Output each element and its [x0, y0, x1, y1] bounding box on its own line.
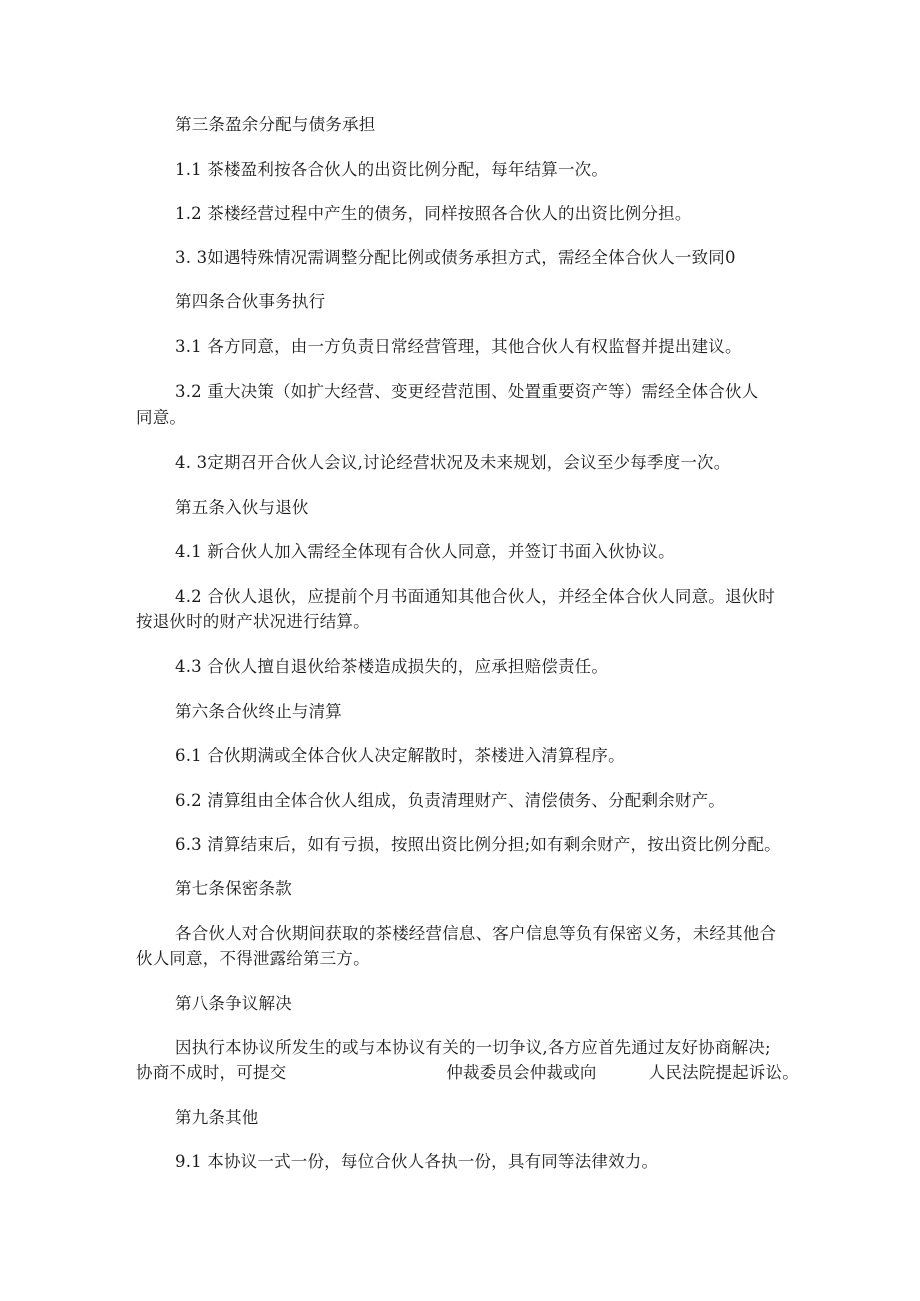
clause-4-2: 4.2 合伙人退伙，应提前个月书面通知其他合伙人，并经全体合伙人同意。退伙时 — [175, 587, 776, 606]
article-8-segment-3: 人民法院提起诉讼。 — [648, 1063, 799, 1082]
article-5-heading: 第五条入伙与退伙 — [175, 498, 309, 517]
clause-4-2-continued: 按退伙时的财产状况进行结算。 — [136, 612, 370, 631]
article-8-text-continued — [136, 1063, 799, 1083]
clause-6-1: 6.1 合伙期满或全体合伙人决定解散时，茶楼进入清算程序。 — [175, 746, 625, 765]
clause-3-1: 3.1 各方同意，由一方负责日常经营管理，其他合伙人有权监督并提出建议。 — [175, 337, 742, 356]
article-8-text: 因执行本协议所发生的或与本协议有关的一切争议,各方应首先通过友好协商解决; — [175, 1038, 771, 1057]
clause-4-1: 4.1 新合伙人加入需经全体现有合伙人同意，并签订书面入伙协议。 — [175, 542, 675, 561]
article-3-heading: 第三条盈余分配与债务承担 — [175, 115, 376, 134]
article-7-text-continued: 伙人同意，不得泄露给第三方。 — [136, 949, 370, 968]
clause-1-1: 1.1 茶楼盈利按各合伙人的出资比例分配，每年结算一次。 — [175, 160, 609, 179]
clause-9-1: 9.1 本协议一式一份，每位合伙人各执一份，具有同等法律效力。 — [175, 1152, 659, 1171]
article-6-heading: 第六条合伙终止与清算 — [175, 702, 342, 721]
clause-6-2: 6.2 清算组由全体合伙人组成，负责清理财产、清偿债务、分配剩余财产。 — [175, 791, 725, 810]
article-8-heading: 第八条争议解决 — [175, 994, 292, 1013]
article-7-heading: 第七条保密条款 — [175, 879, 292, 898]
clause-4-3: 4. 3定期召开合伙人会议,讨论经营状况及未来规划，会议至少每季度一次。 — [175, 453, 731, 472]
clause-3-2-continued: 同意。 — [136, 408, 187, 427]
article-4-heading: 第四条合伙事务执行 — [175, 292, 326, 311]
article-9-heading: 第九条其他 — [175, 1108, 259, 1127]
article-8-segment-1: 协商不成时，可提交 — [136, 1063, 287, 1082]
clause-3-2: 3.2 重大决策（如扩大经营、变更经营范围、处置重要资产等）需经全体合伙人 — [175, 382, 759, 401]
clause-1-2: 1.2 茶楼经营过程中产生的债务，同样按照各合伙人的出资比例分担。 — [175, 204, 692, 223]
clause-3-3: 3. 3如遇特殊情况需调整分配比例或债务承担方式，需经全体合伙人一致同0 — [175, 248, 736, 267]
article-8-segment-2: 仲裁委员会仲裁或向 — [446, 1063, 597, 1082]
article-7-text: 各合伙人对合伙期间获取的茶楼经营信息、客户信息等负有保密义务，未经其他合 — [175, 924, 777, 943]
clause-6-3: 6.3 清算结束后，如有亏损，按照出资比例分担;如有剩余财产，按出资比例分配。 — [175, 835, 781, 854]
clause-4-3-b: 4.3 合伙人擅自退伙给茶楼造成损失的，应承担赔偿责任。 — [175, 657, 609, 676]
